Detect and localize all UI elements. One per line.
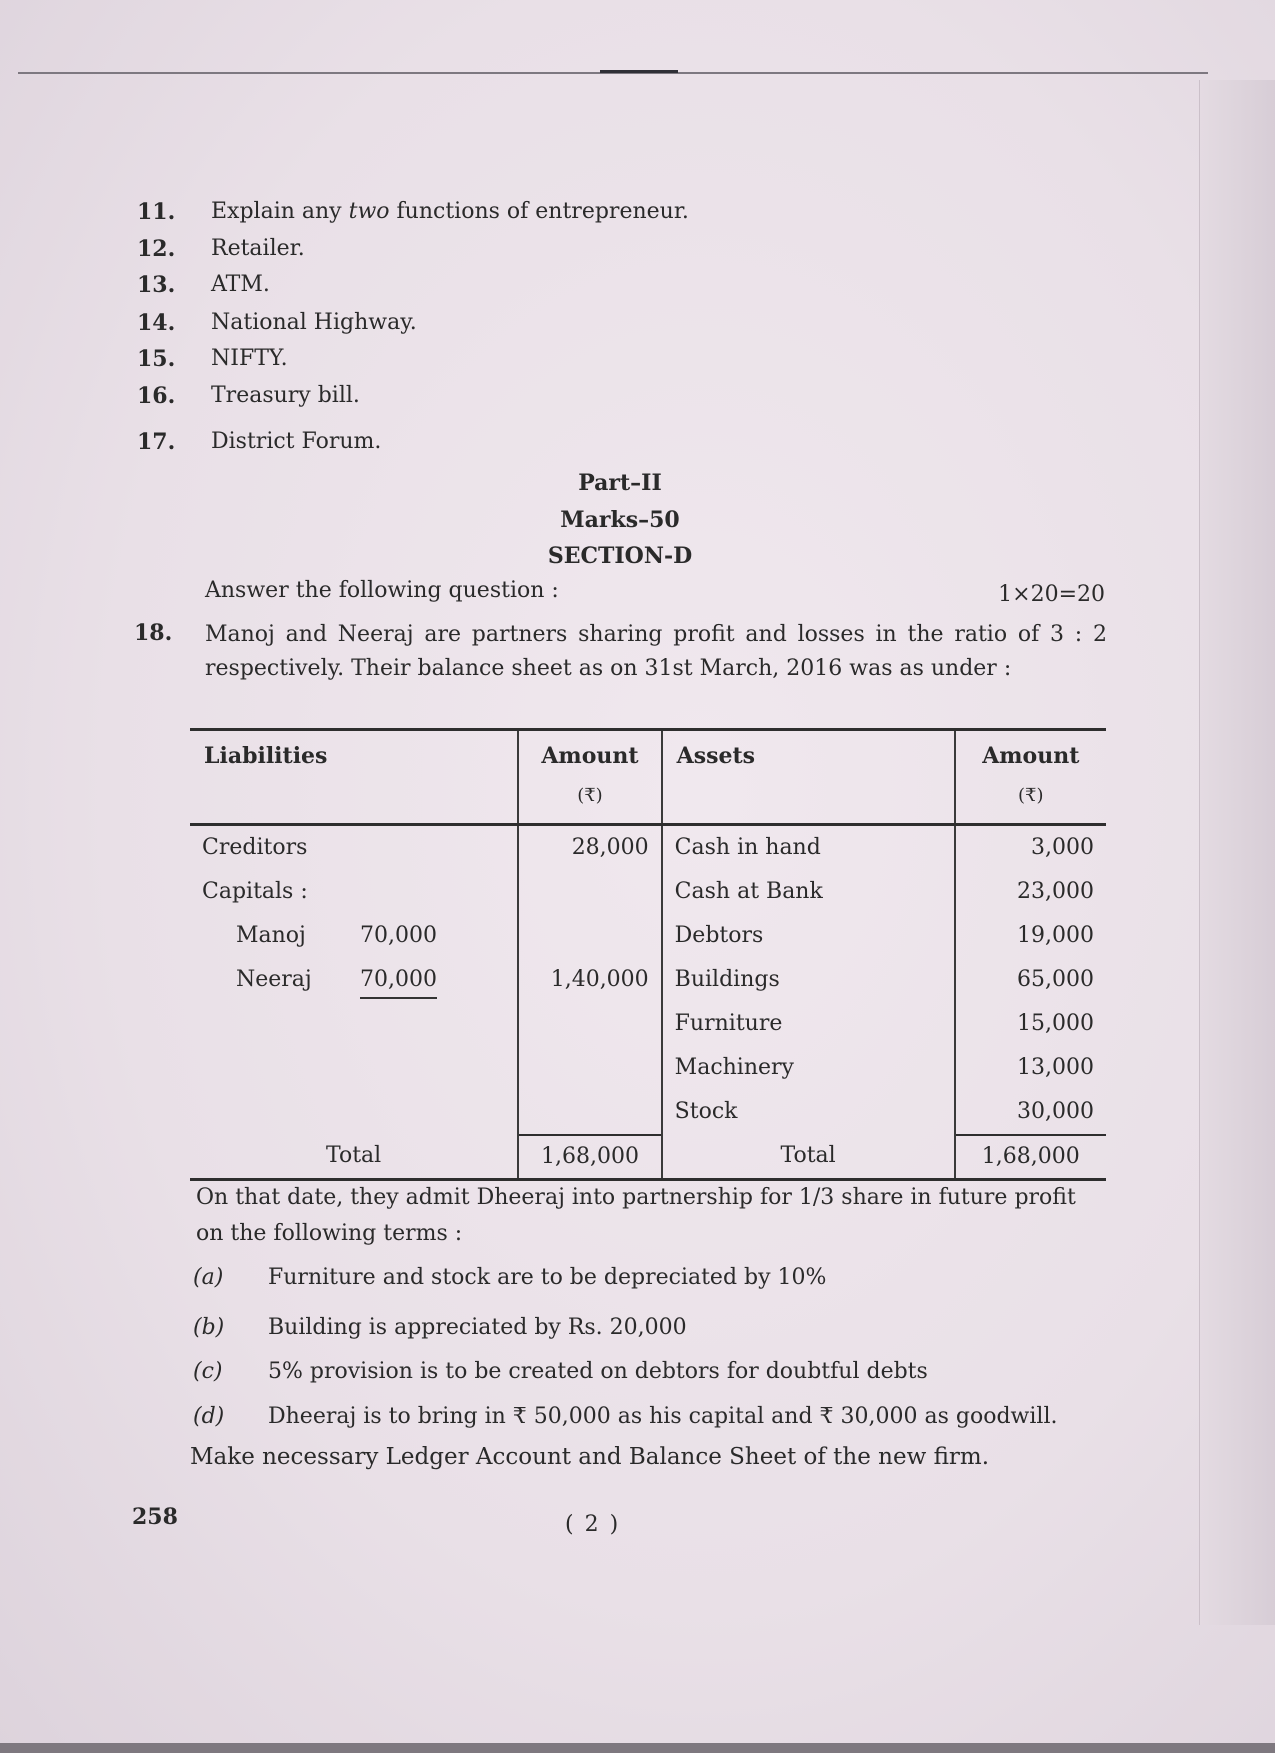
- paper-code: 258: [132, 1504, 178, 1530]
- question-18-text: Manoj and Neeraj are partners sharing profit and losses in the ratio of 3 : 2 respectively. Their balance sheet as on 31st March, 2016 was as under :: [205, 622, 1107, 681]
- table-row: [190, 1002, 1106, 1046]
- capitals-total: 1,40,000: [518, 958, 661, 1002]
- table-row: [190, 870, 1106, 914]
- question-text: ATM.: [211, 272, 270, 297]
- question-text: Retailer.: [211, 236, 305, 261]
- liability-label: Creditors: [190, 825, 518, 871]
- header-assets: Assets: [662, 730, 955, 825]
- term-label: (d): [193, 1404, 225, 1429]
- liability-amount: [518, 914, 661, 958]
- partner-name: Manoj: [236, 923, 306, 948]
- table-row: [190, 825, 1106, 871]
- partner-amount: 70,000: [360, 923, 437, 948]
- total-liabilities: 1,68,000: [518, 1135, 661, 1180]
- partner-name: Neeraj: [236, 967, 312, 992]
- asset-label: Buildings: [662, 958, 955, 1002]
- page-bottom-edge: [0, 1743, 1275, 1753]
- asset-amount: 23,000: [1017, 879, 1094, 904]
- term-label: (c): [193, 1359, 223, 1384]
- header-liabilities-amount: Amount (₹): [518, 730, 661, 825]
- instruction-line: [205, 578, 1105, 607]
- asset-amount: 15,000: [1017, 1011, 1094, 1036]
- admission-text: On that date, they admit Dheeraj into partnership for 1/3 share in future profit on the following terms :: [196, 1185, 1076, 1246]
- partner-amount: 70,000: [360, 965, 437, 999]
- question-number: 13.: [137, 272, 176, 298]
- asset-label: Stock: [662, 1090, 955, 1135]
- question-text: District Forum.: [211, 429, 382, 454]
- total-label-assets: Total: [662, 1135, 955, 1180]
- asset-amount: 13,000: [1017, 1055, 1094, 1080]
- question-number: 11.: [137, 199, 176, 225]
- question-number: 14.: [137, 310, 176, 336]
- term-label: (a): [193, 1265, 224, 1290]
- closing-instruction: Make necessary Ledger Account and Balance Sheet of the new firm.: [190, 1444, 990, 1470]
- header-liabilities: Liabilities: [190, 730, 518, 825]
- partner-capital: [190, 914, 518, 958]
- asset-amount: 19,000: [1017, 923, 1094, 948]
- asset-label: Machinery: [662, 1046, 955, 1090]
- table-row: [190, 1090, 1106, 1135]
- question-text: Treasury bill.: [211, 383, 360, 408]
- question-number: 12.: [137, 236, 176, 262]
- page-number: ( 2 ): [565, 1512, 621, 1537]
- balance-sheet-table: [190, 728, 1106, 1181]
- table-row: [190, 958, 1106, 1002]
- total-assets: 1,68,000: [955, 1135, 1106, 1180]
- question-text: Explain any two functions of entrepreneur.: [211, 199, 689, 224]
- asset-label: Cash in hand: [662, 825, 955, 871]
- term-text: Furniture and stock are to be depreciated by 10%: [268, 1265, 827, 1290]
- table-total-row: [190, 1135, 1106, 1180]
- asset-label: Debtors: [662, 914, 955, 958]
- instruction-marks: 1×20=20: [998, 582, 1105, 607]
- question-number: 17.: [137, 429, 176, 455]
- partner-capital: [190, 958, 518, 1002]
- asset-label: Furniture: [662, 1002, 955, 1046]
- liability-amount: [518, 870, 661, 914]
- table-row: [190, 914, 1106, 958]
- term-text: 5% provision is to be created on debtors for doubtful debts: [268, 1359, 928, 1384]
- table-row: [190, 1046, 1106, 1090]
- header-assets-amount: Amount (₹): [955, 730, 1106, 825]
- question-text: NIFTY.: [211, 346, 288, 371]
- question-number: 16.: [137, 383, 176, 409]
- asset-label: Cash at Bank: [662, 870, 955, 914]
- question-number: 15.: [137, 346, 176, 372]
- asset-amount: 3,000: [1031, 835, 1094, 860]
- term-label: (b): [193, 1315, 225, 1340]
- section-title: SECTION-D: [547, 543, 693, 569]
- part-marks: Marks–50: [560, 507, 680, 533]
- page-edge-shadow: [1199, 80, 1275, 1625]
- part-title: Part–II: [578, 470, 662, 496]
- question-18-number: 18.: [134, 620, 173, 646]
- liability-label: Capitals :: [190, 870, 518, 914]
- term-text: Dheeraj is to bring in ₹ 50,000 as his capital and ₹ 30,000 as goodwill.: [268, 1404, 1058, 1429]
- question-text: National Highway.: [211, 310, 417, 335]
- liability-amount: 28,000: [518, 825, 661, 871]
- table-header-row: [190, 730, 1106, 825]
- asset-amount: 65,000: [1017, 967, 1094, 992]
- term-text: Building is appreciated by Rs. 20,000: [268, 1315, 687, 1340]
- total-label-liabilities: Total: [190, 1135, 518, 1180]
- instruction-text: Answer the following question :: [205, 578, 559, 603]
- asset-amount: 30,000: [1017, 1099, 1094, 1124]
- top-divider-mark: [600, 70, 678, 73]
